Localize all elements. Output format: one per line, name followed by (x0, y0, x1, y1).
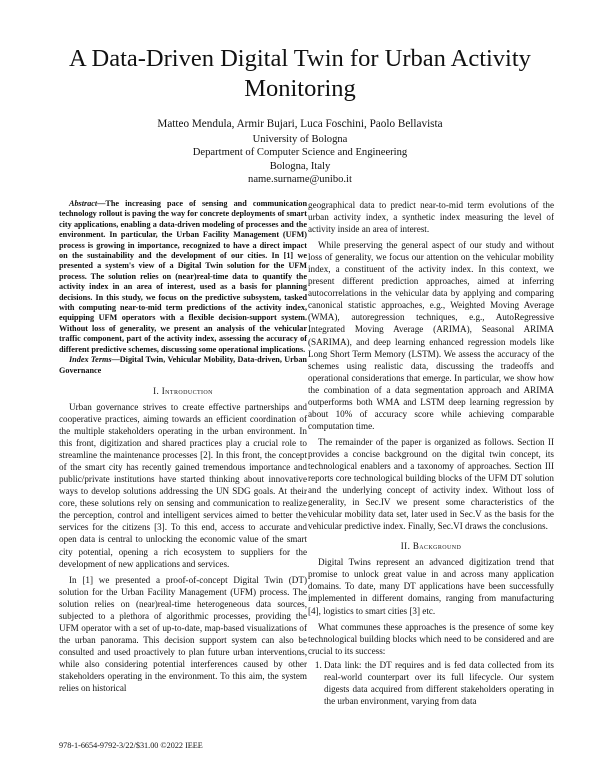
right-paragraph-1: geographical data to predict near-to-mid term evolutions of the urban activity index, a synthetic index measuring the level of activity inside an area of interest. (308, 200, 554, 235)
building-blocks-list (308, 659, 554, 707)
email: name.surname@unibo.it (248, 174, 352, 185)
background-paragraph-1: Digital Twins represent an advanced digitization trend that promise to unlock great value in and across many application domains. To date, many DT applications have been successfully implemented in different domains, ranging from manufacturing [4], logistics to smart cities [3] etc. (308, 557, 554, 616)
location: Bologna, Italy (269, 160, 331, 172)
intro-paragraph-2: In [1] we presented a proof-of-concept Digital Twin (DT) solution for the Urban Facility Management (UFM) process. The solution relies on (near)real-time heterogeneous data sources, subjected to a plethora of algorithmic processes, providing the UFM operator with a set of up-to-date, map-based visualizations of the urban panorama. This decision support system can also be consulted and used proactively to plan future urban interventions, while also considering potential interferences caused by other stakeholders operating in the environment. To this aim, the system relies on historical (59, 574, 307, 694)
list-item: 1. Data link: the DT requires and is fed data collected from its real-world counterpart over its full lifecycle. Our system digests data acquired from different stakeholders operating in the urban environment, varying from data (324, 659, 554, 707)
intro-paragraph-1: Urban governance strives to create effective partnerships and cooperative practices, aiming towards an efficient coordination of the multiple stakeholders operating in the urban environment. In this front, digitization and shared practices play a crucial role to streamline the maintenance processes [2]. In this front, the concept of the smart city has recently gained tremendous importance and public/private institutions have started thinking about innovative ways to develop solutions addressing the UN SDG goals. At their core, these solutions rely on sensing and communication to realize the perception, control and intelligent services aimed to better the services for the citizens [3]. To this end, access to accurate and open data is central to unlocking the economic value of the smart city potential, opening a rich ecosystem to suppliers for the development of new applications and services. (59, 401, 307, 569)
right-paragraph-3: The remainder of the paper is organized as follows. Section II provides a concise background on the digital twin concept, its technological enablers and a taxonomy of approaches. Section III reports core technological building blocks of the UFM DT solution and the underlying concept of activity index. Without loss of generality, in Sec.IV we present some characteristics of the vehicular mobility data set, later used in Sec.V as the basis for the vehicular predictive index. Finally, Sec.VI draws the conclusions. (308, 436, 554, 532)
abstract-label: Abstract (69, 199, 98, 208)
index-terms-text: —Digital Twin, Vehicular Mobility, Data-driven, Urban Governance (59, 355, 307, 375)
abstract (59, 199, 307, 355)
section-heading-background: II. Background (400, 541, 462, 552)
author-names: Matteo Mendula, Armir Bujari, Luca Foschini, Paolo Bellavista (157, 118, 443, 130)
copyright-footer: 978-1-6654-9792-3/22/$31.00 ©2022 IEEE (59, 741, 203, 750)
background-paragraph-2: What communes these approaches is the presence of some key technological building blocks which need to be considered and are crucial to its success: (308, 621, 554, 656)
right-column (308, 199, 554, 707)
department: Department of Computer Science and Engineering (192, 147, 408, 158)
abstract-text: —The increasing pace of sensing and communication technology rollout is paving the way for concrete deployments of smart city applications, enabling a data-driven modeling of processes and the environment. In particular, the Urban Facility Management (UFM) process is growing in importance, recognized to have a direct impact on the sustainability and the development of our cities. In [1] we presented a system's view of a Digital Twin solution for the UFM process. The solution relies on (near)real-time data to quantify the activity index in an area of interest, used as a basis for planning decisions. In this study, we focus on the predictive subsystem, tasked with computing near-to-mid term predictions of the activity index, equipping UFM operators with a flexible decision-support system. Without loss of generality, we present an analysis of the vehicular traffic component, part of the activity index, assessing the accuracy of different predictive schemes, discussing some operational implications. (59, 199, 307, 354)
right-paragraph-2: While preserving the general aspect of our study and without loss of generality, we focus our attention on the vehicular mobility index, a constituent of the activity index. In this context, we present different prediction approaches, aimed at inferring autocorrelations in the vehicular data by applying and comparing canonical statistic approaches, e.g., Weighted Moving Average (WMA), autoregression techniques, e.g., AutoRegressive Integrated Moving Average (ARIMA), Seasonal ARIMA (SARIMA), and deep learning enhanced regression models like Long Short Term Memory (LSTM). We assess the accuracy of the schemes using realistic data, discussing the tradeoffs and operational considerations that emerge. In particular, we show how the combination of a data segmentation approach and ARIMA outperforms both WMA and LSTM deep learning regression by about 10% of accuracy score while achieving comparable computation time. (308, 240, 554, 431)
index-terms (59, 355, 307, 376)
paper-title: A Data-Driven Digital Twin for Urban Activity Monitoring (69, 45, 531, 102)
left-column (59, 199, 307, 694)
author-block (40, 118, 560, 187)
section-heading-introduction: I. Introduction (153, 385, 213, 396)
index-terms-label: Index Terms (69, 355, 112, 365)
affiliation: University of Bologna (252, 133, 348, 145)
